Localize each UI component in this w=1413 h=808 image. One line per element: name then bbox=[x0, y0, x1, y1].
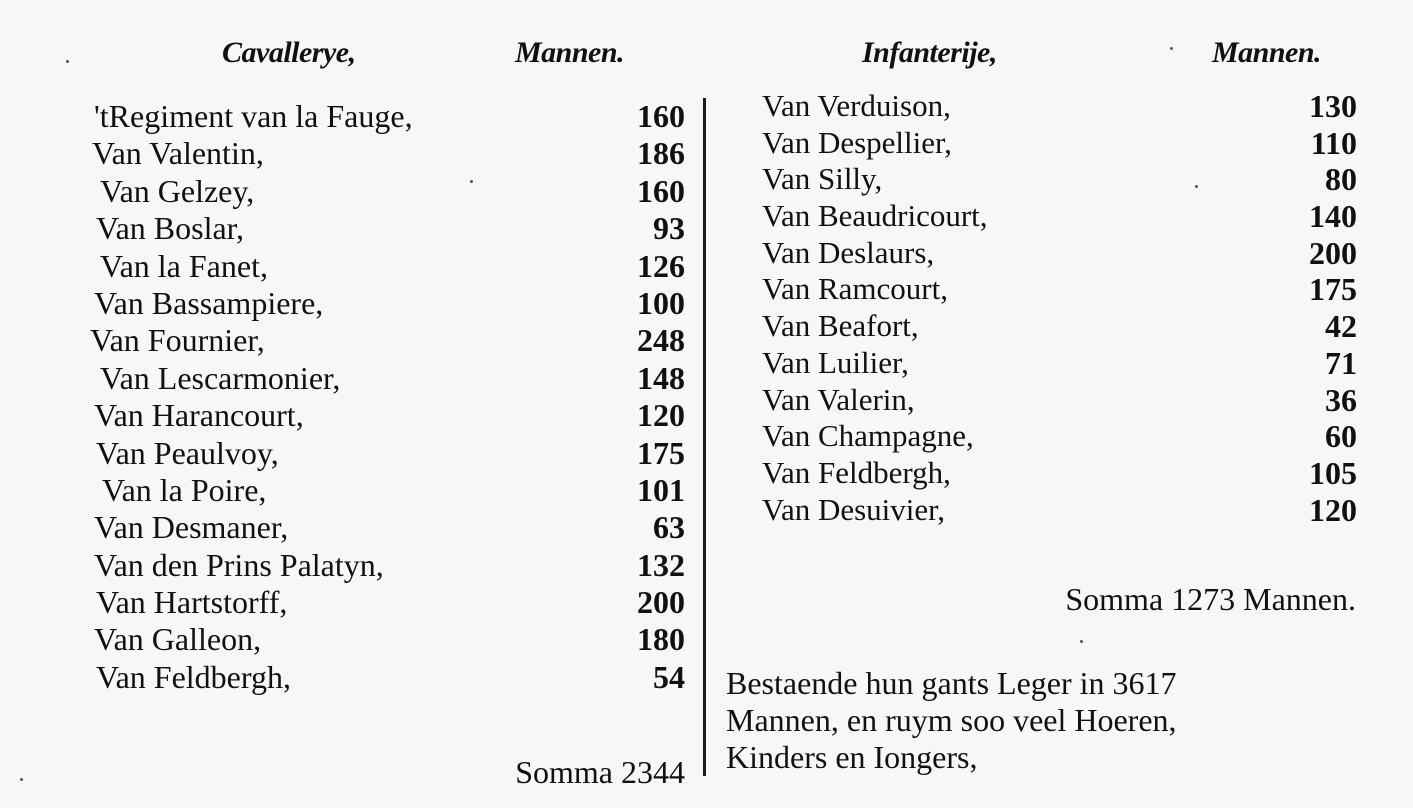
regiment-name: Van Despellier, bbox=[762, 124, 952, 160]
cavalry-row bbox=[50, 547, 685, 584]
regiment-men: 126 bbox=[637, 247, 685, 284]
regiment-men: 200 bbox=[1309, 234, 1357, 271]
summary-line-1: Bestaende hun gants Leger in 3617 bbox=[726, 665, 1177, 701]
regiment-men: 160 bbox=[637, 98, 685, 134]
cavalry-row bbox=[50, 98, 685, 135]
infantry-row bbox=[762, 418, 1357, 455]
army-summary bbox=[726, 665, 1366, 776]
regiment-men: 71 bbox=[1325, 344, 1357, 381]
regiment-men: 175 bbox=[1309, 271, 1357, 308]
regiment-men: 130 bbox=[1309, 88, 1357, 124]
regiment-name: Van Ramcourt, bbox=[762, 271, 948, 307]
regiment-name: Van Silly, bbox=[762, 161, 883, 197]
regiment-name: Van Champagne, bbox=[762, 418, 974, 454]
regiment-name: Van Gelzey, bbox=[100, 172, 255, 209]
infantry-men-header: Mannen. bbox=[1212, 36, 1322, 69]
regiment-name: Van la Fanet, bbox=[100, 247, 268, 284]
regiment-name: Van Fournier, bbox=[90, 322, 265, 359]
cavalry-row bbox=[50, 584, 685, 621]
cavalry-total: Somma 2344 bbox=[515, 754, 685, 790]
regiment-name: Van Verduison, bbox=[762, 88, 951, 123]
regiment-men: 140 bbox=[1309, 198, 1357, 235]
infantry-row bbox=[762, 271, 1357, 308]
regiment-name: Van Beafort, bbox=[762, 308, 919, 344]
print-speck bbox=[1080, 640, 1083, 643]
regiment-men: 93 bbox=[653, 210, 685, 247]
regiment-name: Van Deslaurs, bbox=[762, 234, 935, 270]
regiment-men: 63 bbox=[653, 509, 685, 546]
infantry-row bbox=[762, 125, 1357, 162]
regiment-name: Van Desuivier, bbox=[762, 491, 945, 527]
regiment-men: 175 bbox=[637, 434, 685, 471]
cavalry-row bbox=[50, 322, 685, 359]
infantry-row bbox=[762, 455, 1357, 492]
column-divider bbox=[703, 98, 706, 776]
regiment-name: Van Boslar, bbox=[96, 210, 245, 247]
cavalry-row bbox=[50, 659, 685, 696]
regiment-men: 60 bbox=[1325, 418, 1357, 455]
cavalry-row bbox=[50, 285, 685, 322]
regiment-name: Van Lescarmonier, bbox=[100, 359, 341, 396]
print-speck bbox=[1195, 185, 1198, 188]
print-speck bbox=[470, 180, 473, 183]
print-speck bbox=[20, 778, 23, 781]
cavalry-men-header: Mannen. bbox=[515, 36, 625, 69]
regiment-name: Van Valentin, bbox=[92, 135, 264, 172]
cavalry-row bbox=[50, 248, 685, 285]
cavalry-row bbox=[50, 173, 685, 210]
infantry-header: Infanterije, bbox=[862, 36, 997, 69]
regiment-men: 148 bbox=[637, 359, 685, 396]
infantry-row bbox=[762, 88, 1357, 125]
regiment-men: 101 bbox=[637, 471, 685, 508]
regiment-men: 80 bbox=[1325, 161, 1357, 198]
cavalry-row bbox=[50, 360, 685, 397]
regiment-men: 186 bbox=[637, 135, 685, 172]
regiment-men: 54 bbox=[653, 658, 685, 695]
regiment-name: Van Peaulvoy, bbox=[96, 434, 279, 471]
regiment-name: Van Feldbergh, bbox=[762, 454, 951, 490]
regiment-name: Van Hartstorff, bbox=[96, 584, 288, 621]
infantry-total: Somma 1273 Mannen. bbox=[1065, 581, 1356, 617]
infantry-row bbox=[762, 161, 1357, 198]
regiment-name: Van den Prins Palatyn, bbox=[94, 546, 384, 583]
infantry-row bbox=[762, 308, 1357, 345]
infantry-row bbox=[762, 382, 1357, 419]
regiment-men: 120 bbox=[1309, 491, 1357, 528]
regiment-men: 120 bbox=[637, 397, 685, 434]
regiment-men: 132 bbox=[637, 546, 685, 583]
regiment-name: Van Galleon, bbox=[94, 621, 262, 658]
cavalry-row bbox=[50, 472, 685, 509]
infantry-row bbox=[762, 235, 1357, 272]
regiment-name: Van Desmaner, bbox=[94, 509, 289, 546]
regiment-name: Van Harancourt, bbox=[94, 397, 304, 434]
regiment-name: Van Feldbergh, bbox=[96, 658, 291, 695]
regiment-men: 110 bbox=[1310, 124, 1357, 161]
summary-line-2: Mannen, en ruym soo veel Hoeren, bbox=[726, 702, 1177, 738]
cavalry-row bbox=[50, 210, 685, 247]
cavalry-row bbox=[50, 509, 685, 546]
infantry-row bbox=[762, 345, 1357, 382]
cavalry-row bbox=[50, 435, 685, 472]
print-speck bbox=[1170, 47, 1173, 50]
regiment-men: 100 bbox=[637, 284, 685, 321]
print-speck bbox=[66, 60, 69, 63]
regiment-men: 180 bbox=[637, 621, 685, 658]
infantry-list bbox=[762, 88, 1357, 528]
regiment-men: 248 bbox=[637, 322, 685, 359]
regiment-name: Van Valerin, bbox=[762, 381, 915, 417]
regiment-men: 160 bbox=[637, 172, 685, 209]
infantry-row bbox=[762, 492, 1357, 529]
regiment-name: Van Beaudricourt, bbox=[762, 198, 988, 234]
regiment-name: Van Bassampiere, bbox=[94, 284, 324, 321]
regiment-name: 'tRegiment van la Fauge, bbox=[94, 98, 413, 134]
regiment-men: 200 bbox=[637, 584, 685, 621]
infantry-row bbox=[762, 198, 1357, 235]
cavalry-list bbox=[50, 98, 685, 696]
cavalry-row bbox=[50, 621, 685, 658]
regiment-men: 36 bbox=[1325, 381, 1357, 418]
regiment-men: 105 bbox=[1309, 454, 1357, 491]
cavalry-header: Cavallerye, bbox=[222, 36, 356, 69]
cavalry-row bbox=[50, 397, 685, 434]
cavalry-row bbox=[50, 135, 685, 172]
summary-line-3: Kinders en Iongers, bbox=[726, 739, 978, 775]
regiment-men: 42 bbox=[1325, 308, 1357, 345]
regiment-name: Van la Poire, bbox=[102, 471, 267, 508]
regiment-name: Van Luilier, bbox=[762, 344, 909, 380]
